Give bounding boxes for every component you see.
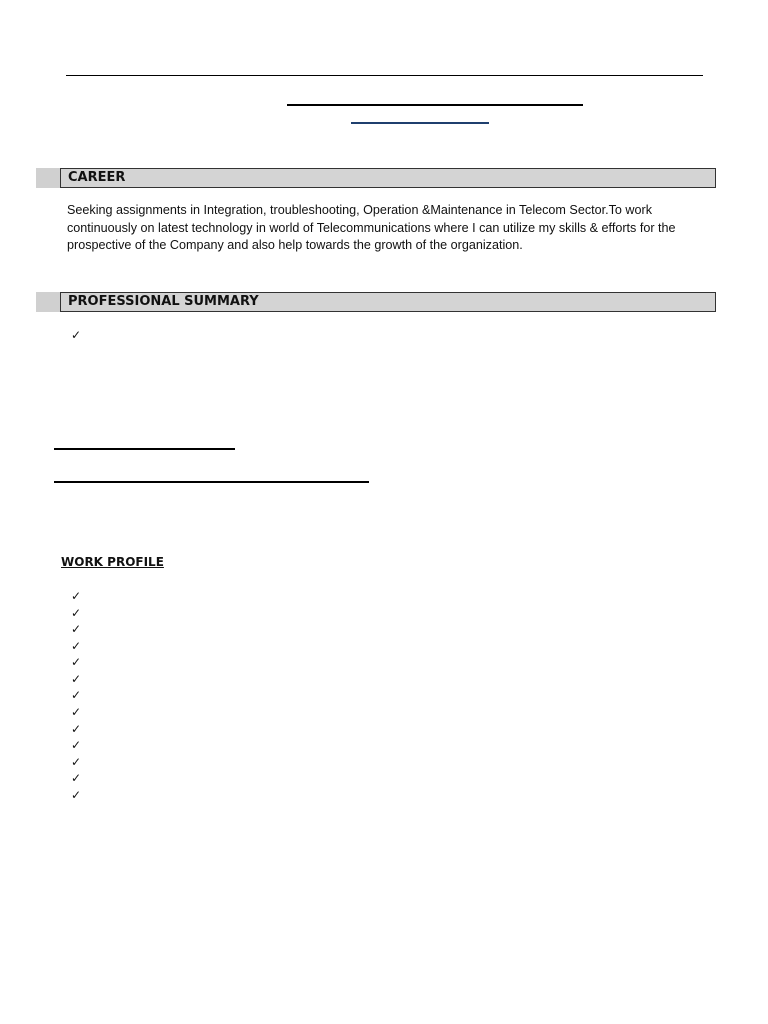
subheading-underline-1	[54, 448, 235, 450]
check-icon: ✓	[71, 589, 82, 603]
check-icon: ✓	[71, 328, 82, 342]
check-icon: ✓	[71, 672, 82, 686]
check-icon: ✓	[71, 738, 82, 752]
name-underline	[287, 104, 583, 106]
email-link-underline	[351, 122, 489, 124]
check-icon: ✓	[71, 722, 82, 736]
check-icon: ✓	[71, 705, 82, 719]
check-icon: ✓	[71, 622, 82, 636]
check-icon: ✓	[71, 655, 82, 669]
subheading-underline-2	[54, 481, 369, 483]
check-icon: ✓	[71, 639, 82, 653]
summary-section-marker	[36, 292, 60, 312]
check-icon: ✓	[71, 755, 82, 769]
check-icon: ✓	[71, 606, 82, 620]
check-icon: ✓	[71, 688, 82, 702]
check-icon: ✓	[71, 788, 82, 802]
professional-summary-heading: PROFESSIONAL SUMMARY	[60, 292, 716, 312]
header-divider	[66, 75, 703, 76]
career-objective-text: Seeking assignments in Integration, troubleshooting, Operation &Maintenance in Telecom Sector.To work continuously on latest technology in world of Telecommunications where I can utilize my skills & efforts for the prospective of the Company and also help towards the growth of the organization.	[67, 203, 676, 252]
career-heading: CAREER	[60, 168, 716, 188]
work-profile-heading: WORK PROFILE	[61, 555, 164, 569]
check-icon: ✓	[71, 771, 82, 785]
career-section-marker	[36, 168, 60, 188]
